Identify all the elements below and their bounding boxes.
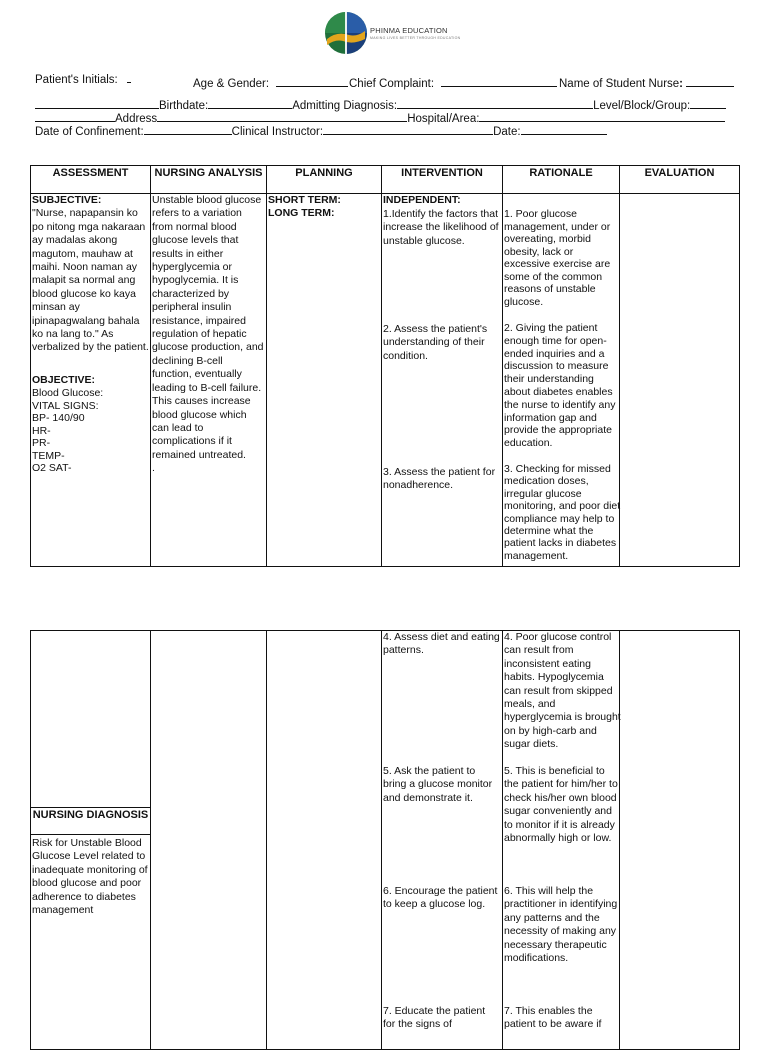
student-nurse-field[interactable] — [686, 77, 734, 87]
address-field[interactable] — [157, 112, 407, 122]
rationale-item: 3. Checking for missed medication doses, irregular glucose monitoring, and poor diet compliance may help to determine what the patient lacks in diabetes management. — [504, 463, 621, 562]
rationale-item: 7. This enables the patient to be aware if — [504, 1005, 602, 1031]
objective-line: O2 SAT- — [32, 462, 72, 475]
intervention-cell-2 — [382, 631, 503, 1050]
rationale-cell — [503, 194, 620, 567]
objective-line: TEMP- — [32, 449, 65, 462]
nursing-analysis-text: Unstable blood glucose refers to a variation from normal blood glucose levels that results in either hyperglycemia or hypoglycemia. It is characterized by peripheral insulin resistance, impaired regulation of hepatic glucose production, and declining B-cell function, eventually leading to B-cell failure. This causes increase blood glucose which can lead to complications if it remained untreated. — [152, 194, 264, 461]
subjective-text: "Nurse, napapansin ko po nitong mga nakaraan ay madalas akong magutom, mauhaw at maihi. Noon naman ay malapit sa normal ang blood glucose ko kaya minsan ay ipinapagwalang bahala ko na lang to." As verbalized by the patient. — [32, 207, 149, 354]
header-nursing-analysis: NURSING ANALYSIS — [151, 166, 267, 194]
evaluation-cell — [620, 194, 740, 567]
address-prefix-field[interactable] — [35, 112, 115, 122]
date-of-confinement-label: Date of Confinement: — [35, 126, 144, 138]
objective-line: PR- — [32, 437, 51, 450]
intervention-item: 4. Assess diet and eating patterns. — [383, 631, 500, 657]
objective-line: HR- — [32, 424, 51, 437]
intervention-item: 6. Encourage the patient to keep a glucose log. — [383, 885, 498, 911]
rationale-cell-2 — [503, 631, 620, 1050]
objective-line: Blood Glucose: — [32, 387, 104, 400]
nursing-analysis-end: . — [152, 462, 155, 475]
ncp-table-1 — [30, 165, 740, 567]
nursing-analysis-cell-2 — [151, 631, 267, 1050]
intervention-item: 2. Assess the patient's understanding of their condition. — [383, 323, 488, 362]
nursing-diagnosis-cell — [31, 631, 151, 1050]
objective-line: VITAL SIGNS: — [32, 399, 99, 412]
independent-label: INDEPENDENT: — [383, 194, 461, 206]
hospital-area-label: Hospital/Area: — [407, 113, 480, 125]
logo-tagline: MAKING LIVES BETTER THROUGH EDUCATION — [370, 36, 461, 40]
header-row-4 — [35, 125, 607, 139]
intervention-item: 7. Educate the patient for the signs of — [383, 1005, 486, 1031]
clinical-instructor-label: Clinical Instructor: — [231, 126, 324, 138]
patient-initials-field[interactable] — [127, 73, 131, 83]
objective-line: BP- 140/90 — [32, 412, 85, 425]
birthdate-label: Birthdate: — [159, 100, 209, 112]
header-row-1 — [35, 73, 131, 87]
subjective-label: SUBJECTIVE: — [32, 194, 102, 206]
rationale-item: 2. Giving the patient enough time for open-ended inquiries and a discussion to measure their understanding about diabetes enables the nurse to identify any information gap and provide the appropriate education. — [504, 322, 616, 450]
age-gender — [193, 77, 348, 91]
header-row-3 — [35, 112, 725, 126]
level-block-group-field[interactable] — [690, 99, 726, 109]
admitting-diagnosis-label: Admitting Diagnosis: — [292, 100, 398, 112]
ncp-table-2 — [30, 630, 740, 1050]
rationale-item: 6. This will help the practitioner in identifying any patterns and the necessity of making any necessary therapeutic modifications. — [504, 885, 618, 965]
long-term-label: LONG TERM: — [268, 207, 335, 220]
rationale-item: 5. This is beneficial to the patient for him/her to check his/her own blood sugar conveniently and to monitor if it is already abnormally high or low. — [504, 765, 618, 845]
admitting-diagnosis-field[interactable] — [397, 99, 593, 109]
planning-cell — [267, 194, 382, 567]
intervention-item: 1.Identify the factors that increase the likelihood of unstable glucose. — [383, 208, 499, 247]
address-label: Address — [115, 113, 158, 125]
patient-initials-label: Patient's Initials: — [35, 74, 118, 86]
chief-complaint-label: Chief Complaint: — [349, 78, 435, 90]
intervention-item: 5. Ask the patient to bring a glucose monitor and demonstrate it. — [383, 765, 493, 804]
rationale-item: 1. Poor glucose management, under or overeating, morbid obesity, lack or excessive exercise are some of the common reasons of unstable glucose. — [504, 208, 611, 308]
name-field[interactable] — [35, 99, 159, 109]
chief-complaint — [349, 77, 557, 91]
intervention-item: 3. Assess the patient for nonadherence. — [383, 466, 496, 492]
age-gender-field[interactable] — [276, 77, 348, 87]
student-nurse: Name of Student Nurse: — [559, 77, 734, 91]
header-row-2 — [35, 99, 726, 113]
header-planning: PLANNING — [267, 166, 382, 194]
evaluation-cell-2 — [620, 631, 740, 1050]
clinical-instructor-field[interactable] — [323, 125, 493, 135]
header-intervention: INTERVENTION — [382, 166, 503, 194]
nursing-analysis-cell — [151, 194, 267, 567]
header-evaluation: EVALUATION — [620, 166, 740, 194]
hospital-area-field[interactable] — [479, 112, 725, 122]
short-term-label: SHORT TERM: — [268, 194, 341, 206]
header-rationale: RATIONALE — [503, 166, 620, 194]
rationale-item: 4. Poor glucose control can result from inconsistent eating habits. Hypoglycemia can result from skipped meals, and hyperglycemia is brought on by high-carb and sugar diets. — [504, 631, 621, 751]
logo-name: PHINMA EDUCATION — [370, 26, 448, 35]
level-block-group-label: Level/Block/Group: — [593, 100, 691, 112]
student-nurse-label: Name of Student Nurse — [559, 78, 680, 90]
planning-cell-2 — [267, 631, 382, 1050]
chief-complaint-field[interactable] — [441, 77, 557, 87]
date-field[interactable] — [521, 125, 607, 135]
intervention-cell — [382, 194, 503, 567]
nursing-diagnosis-text: Risk for Unstable Blood Glucose Level related to inadequate monitoring of blood glucose and poor adherence to diabetes management — [32, 837, 148, 917]
age-gender-label: Age & Gender: — [193, 78, 270, 90]
date-of-confinement-field[interactable] — [144, 125, 232, 135]
phinma-logo-icon — [323, 9, 369, 57]
header-assessment: ASSESSMENT — [31, 166, 151, 194]
birthdate-field[interactable] — [208, 99, 292, 109]
date-label: Date: — [493, 126, 521, 138]
nursing-diagnosis-label: NURSING DIAGNOSIS — [31, 807, 150, 835]
assessment-cell — [31, 194, 151, 567]
objective-label: OBJECTIVE: — [32, 373, 96, 386]
